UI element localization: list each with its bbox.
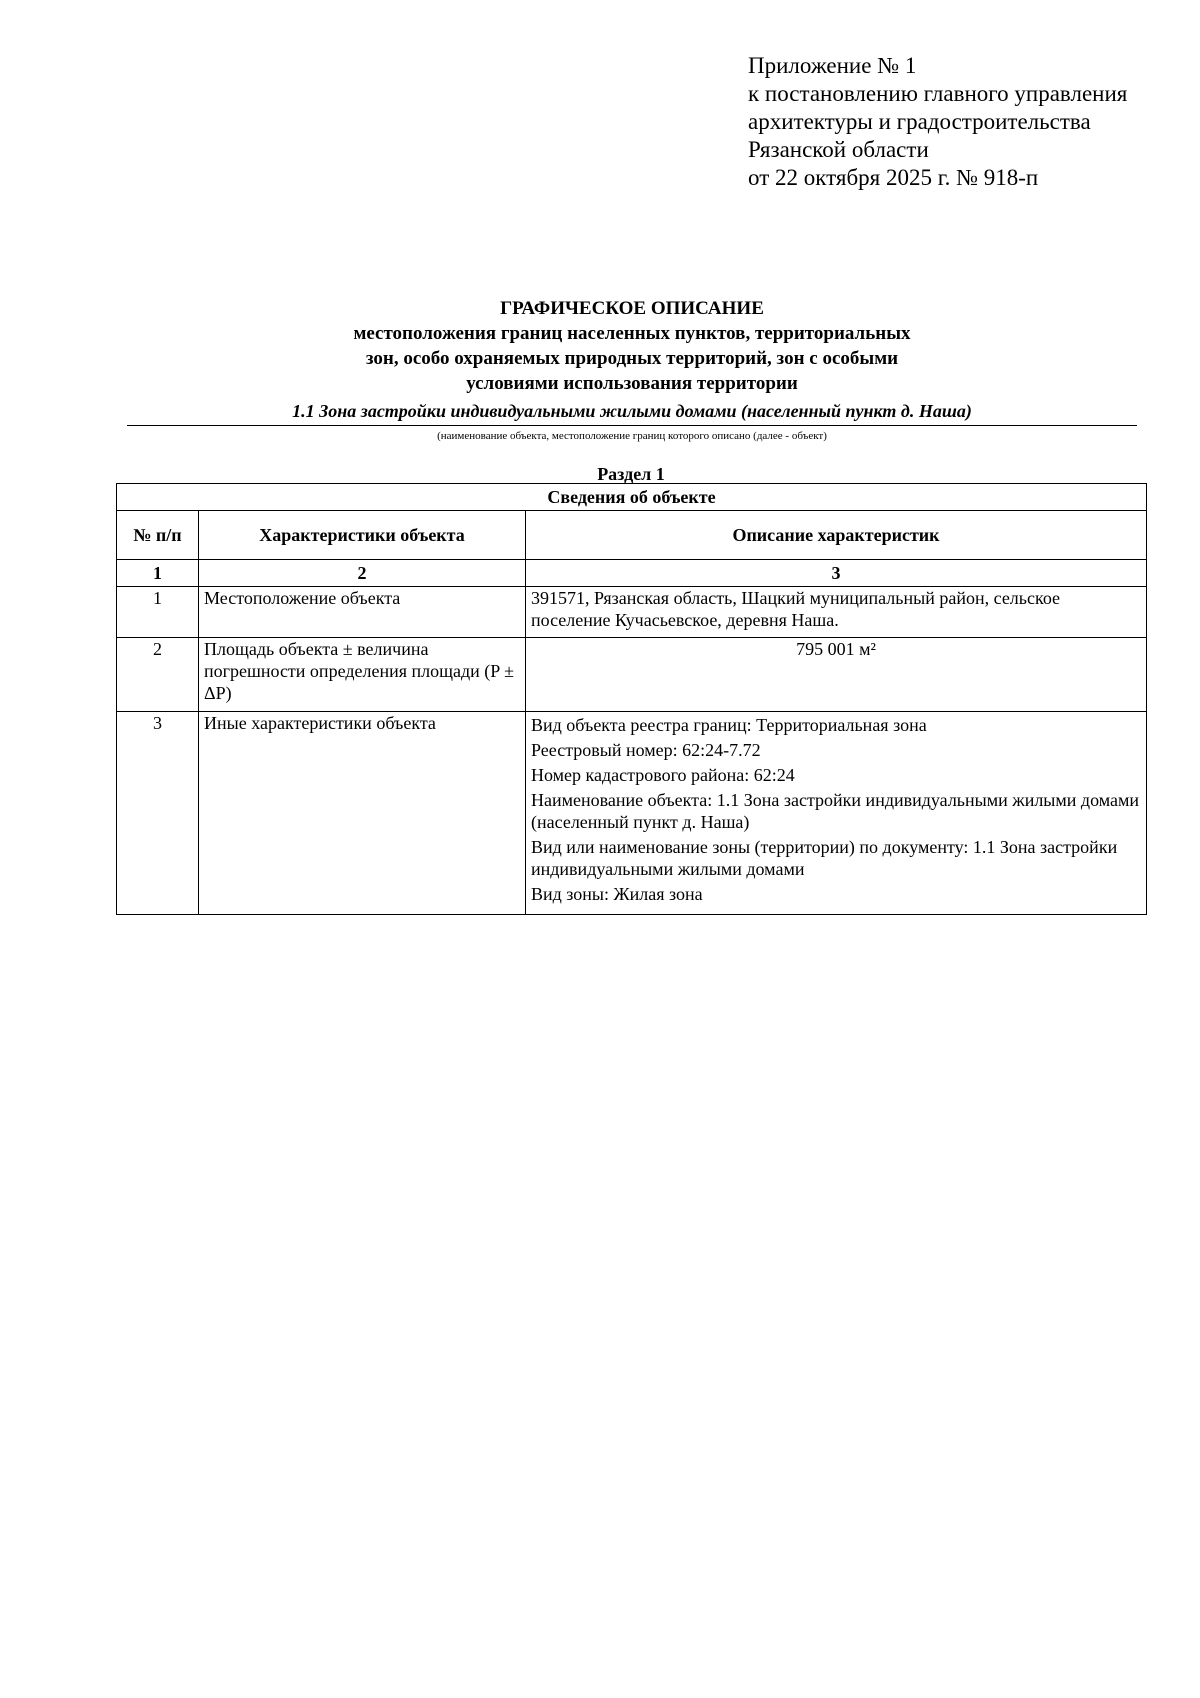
table-row	[117, 638, 1147, 712]
column-numbers-row	[117, 560, 1147, 587]
column-number: 2	[199, 560, 526, 587]
table-header-row	[117, 511, 1147, 560]
characteristic-item: Вид объекта реестра границ: Территориальная зона	[531, 715, 927, 735]
row-characteristic: Иные характеристики объекта	[199, 712, 526, 915]
object-name-caption: (наименование объекта, местоположение границ которого описано (далее - объект)	[437, 430, 827, 442]
title-subtitle-line: условиями использования территории	[466, 373, 798, 394]
section-title: Раздел 1	[597, 464, 665, 484]
annex-line: Рязанской области	[748, 137, 929, 162]
column-number: 3	[526, 560, 1147, 587]
column-header-characteristic: Характеристики объекта	[199, 511, 526, 560]
title-subtitle-line: зон, особо охраняемых природных территорий, зон с особыми	[365, 348, 899, 369]
row-description-list	[526, 712, 1147, 915]
row-description-area: 795 001 м²	[526, 638, 1147, 712]
table-caption: Сведения об объекте	[117, 484, 1147, 511]
characteristic-item: Вид зоны: Жилая зона	[531, 884, 703, 904]
object-name-underline	[127, 425, 1137, 426]
row-description: 391571, Рязанская область, Шацкий муниципальный район, сельское поселение Кучасьевское, деревня Наша.	[526, 587, 1147, 638]
characteristic-item: Номер кадастрового района: 62:24	[531, 765, 795, 785]
row-characteristic: Площадь объекта ± величина погрешности определения площади (P ± ΔP)	[199, 638, 526, 712]
annex-line: Приложение № 1	[748, 53, 917, 78]
title-subtitle-line: местоположения границ населенных пунктов, территориальных	[353, 323, 911, 344]
characteristic-item: Наименование объекта: 1.1 Зона застройки индивидуальными жилыми домами (населенный пункт д. Наша)	[531, 790, 1140, 832]
annex-line: к постановлению главного управления	[748, 81, 1128, 106]
document-title	[127, 296, 1137, 396]
column-header-description: Описание характеристик	[526, 511, 1147, 560]
table-row	[117, 587, 1147, 638]
row-characteristic: Местоположение объекта	[199, 587, 526, 638]
title-main: ГРАФИЧЕСКОЕ ОПИСАНИЕ	[500, 298, 764, 319]
object-name: 1.1 Зона застройки индивидуальными жилыми домами (населенный пункт д. Наша)	[292, 401, 972, 421]
table-caption-row	[117, 484, 1147, 511]
annex-date-line: от 22 октября 2025 г. № 918-п	[748, 165, 1039, 190]
column-header-num: № п/п	[117, 511, 199, 560]
table-row	[117, 712, 1147, 915]
row-number: 3	[117, 712, 199, 915]
annex-header	[748, 52, 1127, 192]
annex-line: архитектуры и градостроительства	[748, 109, 1091, 134]
row-number: 1	[117, 587, 199, 638]
object-info-table	[116, 483, 1147, 915]
characteristic-item: Реестровый номер: 62:24-7.72	[531, 740, 761, 760]
row-number: 2	[117, 638, 199, 712]
characteristic-item: Вид или наименование зоны (территории) по документу: 1.1 Зона застройки индивидуальными жилыми домами	[531, 837, 1118, 879]
column-number: 1	[117, 560, 199, 587]
